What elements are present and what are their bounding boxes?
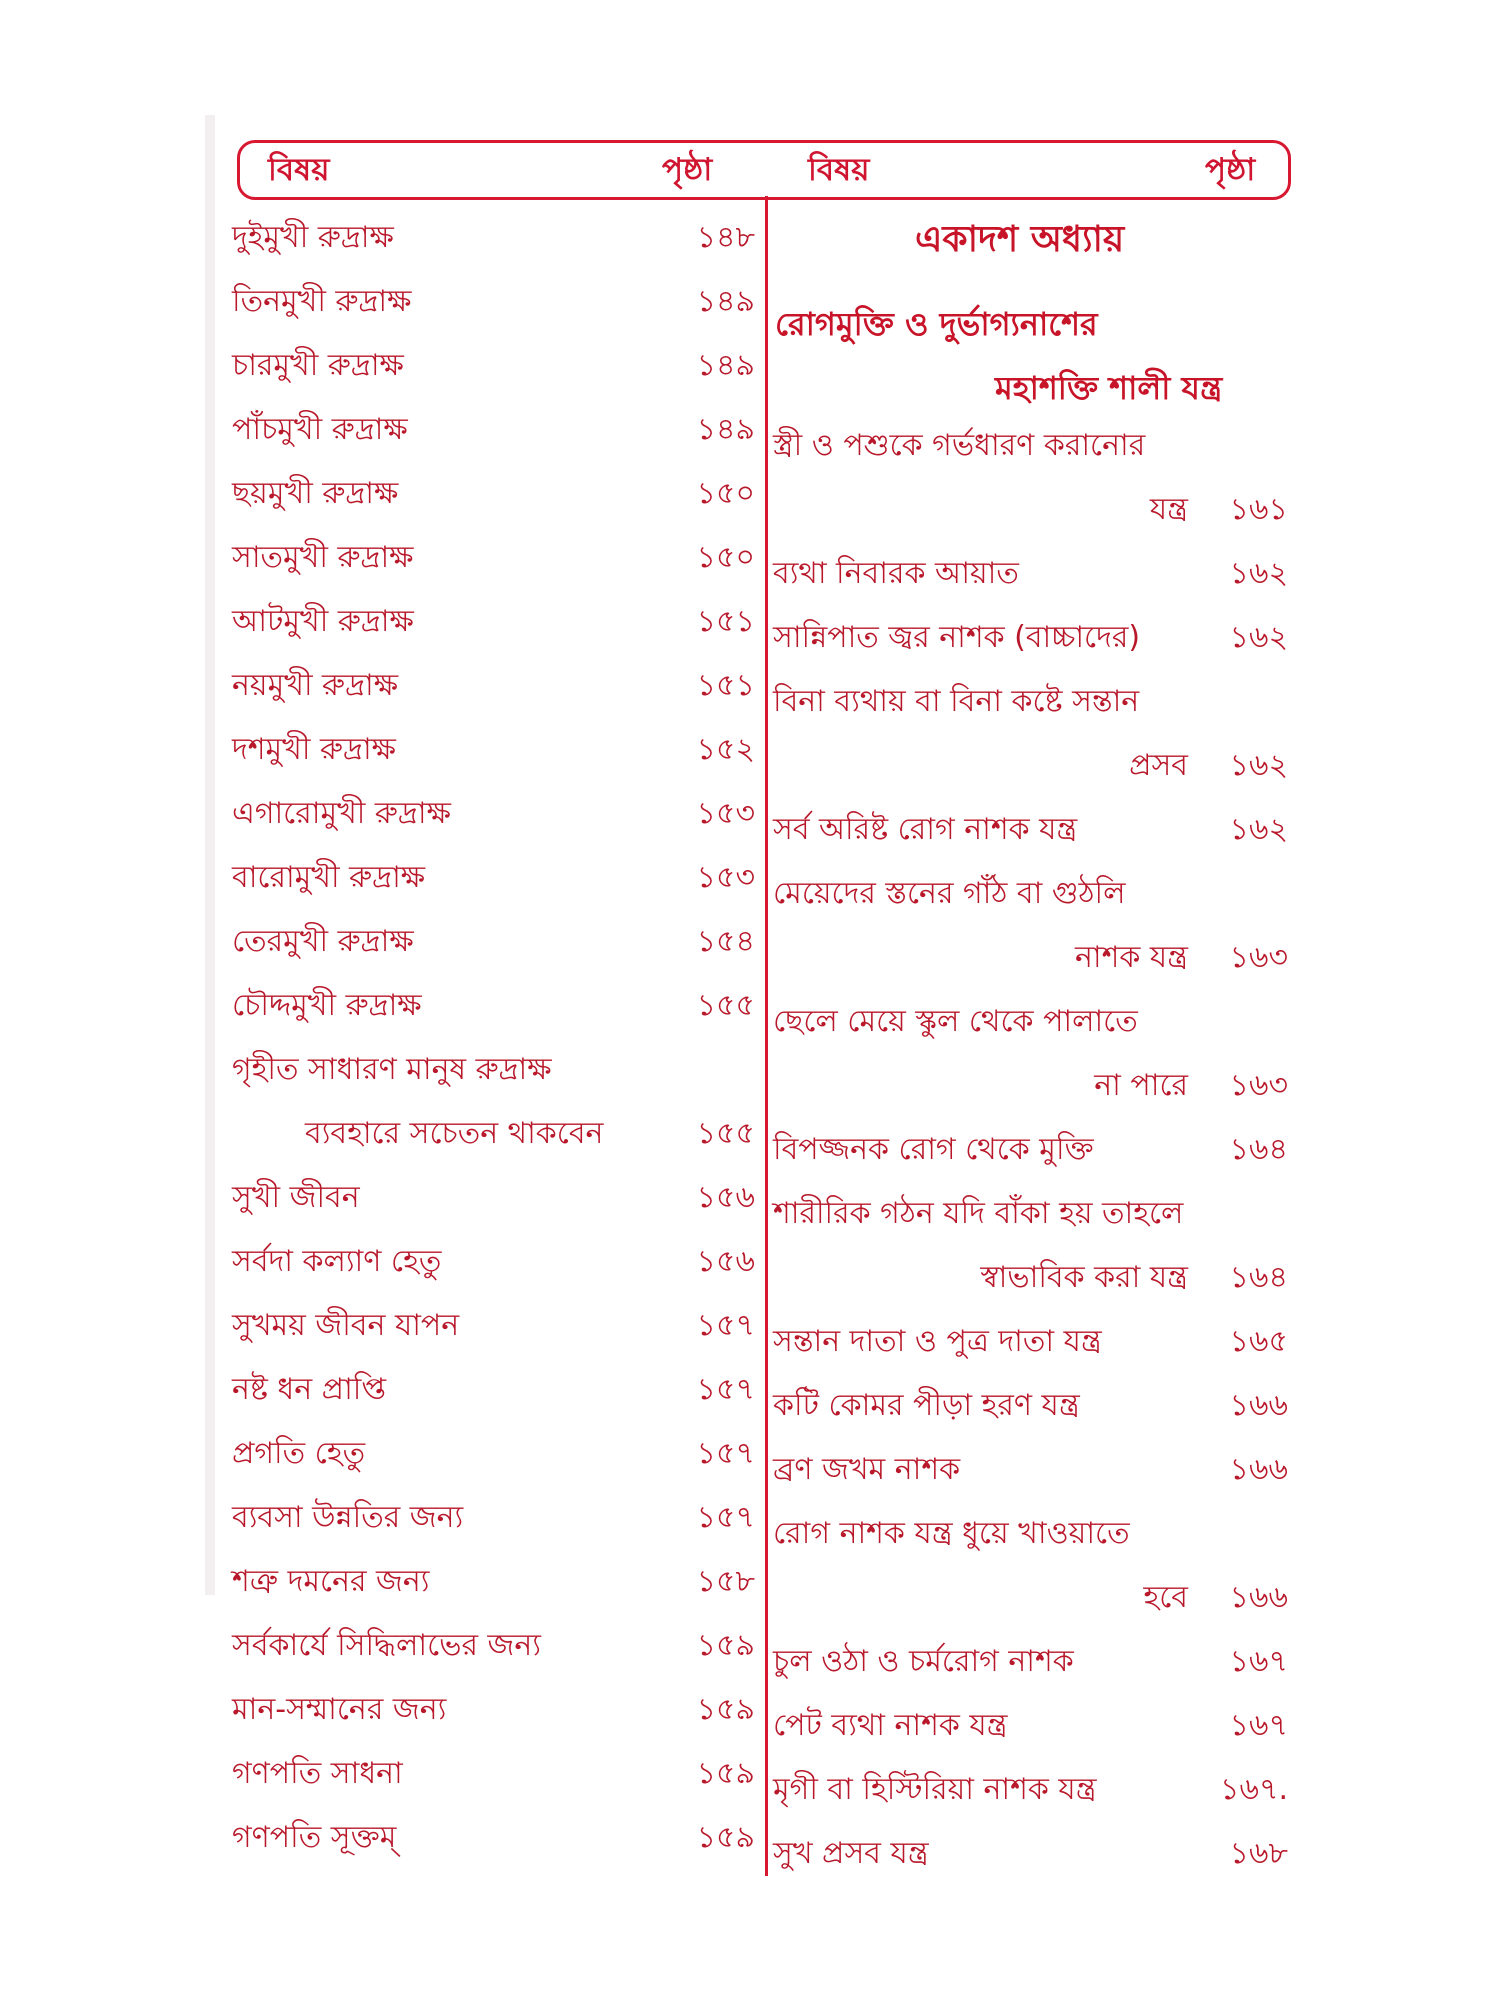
toc-entry-page: ১৫৯ [696, 1756, 755, 1791]
toc-entry-title: বিপজ্জনক রোগ থেকে মুক্তি [773, 1132, 1094, 1167]
toc-entry-title: স্বাভাবিক করা যন্ত্র [980, 1260, 1188, 1295]
header-left-page: পৃষ্ঠা [662, 152, 713, 188]
header-right-page: পৃষ্ঠা [1205, 152, 1256, 188]
toc-entry-page: ১৬৪ [1229, 1132, 1288, 1167]
toc-entry-page: ১৫৭ [696, 1436, 755, 1471]
toc-entry-title: সুখ প্রসব যন্ত্র [773, 1836, 929, 1871]
toc-entry-page: ১৪৯ [696, 412, 755, 447]
chapter-subtitle-line2: মহাশক্তি শালী যন্ত্র [995, 369, 1223, 407]
toc-entry-title: যন্ত্র [1149, 492, 1188, 527]
toc-entry-page: ১৫০ [696, 476, 755, 511]
toc-entry-page: ১৫৫ [696, 1116, 755, 1151]
toc-entry-title: আটমুখী রুদ্রাক্ষ [232, 604, 414, 639]
column-divider [765, 196, 768, 1876]
toc-entry-page: ১৬৪ [1229, 1260, 1288, 1295]
toc-entry-title: তিনমুখী রুদ্রাক্ষ [232, 284, 412, 319]
toc-entry-title: নাশক যন্ত্র [1075, 940, 1188, 975]
toc-entry-title: ছয়মুখী রুদ্রাক্ষ [232, 476, 399, 511]
toc-entry-title: সাতমুখী রুদ্রাক্ষ [232, 540, 414, 575]
toc-entry-page: ১৫৭ [696, 1372, 755, 1407]
toc-entry-page: ১৬৭. [1219, 1772, 1288, 1807]
toc-entry-title: গৃহীত সাধারণ মানুষ রুদ্রাক্ষ [232, 1052, 552, 1087]
toc-entry-title: শত্রু দমনের জন্য [232, 1564, 430, 1599]
toc-entry-title: নয়মুখী রুদ্রাক্ষ [232, 668, 399, 703]
toc-entry-title: ছেলে মেয়ে স্কুল থেকে পালাতে [773, 1004, 1138, 1039]
toc-entry-title: সুখময় জীবন যাপন [232, 1308, 460, 1343]
toc-entry-title: দশমুখী রুদ্রাক্ষ [232, 732, 396, 767]
page-margin-strip [205, 115, 215, 1595]
toc-entry-page: ১৬১ [1229, 492, 1288, 527]
toc-entry-title: হবে [1143, 1580, 1188, 1615]
toc-entry-page: ১৫৮ [696, 1564, 755, 1599]
toc-entry-page: ১৬২ [1229, 556, 1288, 591]
toc-entry-title: মৃগী বা হিস্টিরিয়া নাশক যন্ত্র [773, 1772, 1097, 1807]
toc-entry-title: বারোমুখী রুদ্রাক্ষ [232, 860, 426, 895]
toc-entry-page: ১৫৩ [696, 796, 755, 831]
toc-entry-title: মেয়েদের স্তনের গাঁঠ বা গুঠলি [773, 876, 1126, 911]
toc-entry-title: ব্যবহারে সচেতন থাকবেন [305, 1116, 604, 1151]
toc-entry-page: ১৬৭ [1229, 1708, 1288, 1743]
toc-entry-page: ১৪৯ [696, 348, 755, 383]
toc-entry-title: সর্ব অরিষ্ট রোগ নাশক যন্ত্র [773, 812, 1078, 847]
toc-entry-title: নষ্ট ধন প্রাপ্তি [232, 1372, 387, 1407]
toc-entry-page: ১৬২ [1229, 620, 1288, 655]
toc-entry-page: ১৫৫ [696, 988, 755, 1023]
toc-entry-title: গণপতি সূক্তম্ [232, 1820, 397, 1855]
toc-entry-title: ব্যথা নিবারক আয়াত [773, 556, 1019, 591]
toc-entry-page: ১৫৯ [696, 1820, 755, 1855]
toc-entry-title: ব্রণ জখম নাশক [773, 1452, 961, 1487]
toc-entry-title: প্রসব [1129, 748, 1188, 783]
toc-entry-page: ১৫৩ [696, 860, 755, 895]
toc-entry-page: ১৬৫ [1229, 1324, 1288, 1359]
toc-entry-title: না পারে [1094, 1068, 1188, 1103]
toc-entry-title: বিনা ব্যথায় বা বিনা কষ্টে সন্তান [773, 684, 1140, 719]
toc-entry-page: ১৬৩ [1229, 1068, 1288, 1103]
toc-entry-title: সান্নিপাত জ্বর নাশক (বাচ্চাদের) [773, 620, 1141, 655]
toc-entry-page: ১৪৮ [696, 220, 755, 255]
toc-entry-title: চৌদ্দমুখী রুদ্রাক্ষ [232, 988, 422, 1023]
header-box [237, 140, 1291, 200]
toc-entry-title: দুইমুখী রুদ্রাক্ষ [232, 220, 394, 255]
toc-entry-page: ১৫৭ [696, 1500, 755, 1535]
toc-entry-title: ব্যবসা উন্নতির জন্য [232, 1500, 464, 1535]
toc-entry-title: সর্বকার্যে সিদ্ধিলাভের জন্য [232, 1628, 542, 1663]
toc-entry-title: সুখী জীবন [232, 1180, 360, 1215]
toc-entry-title: স্ত্রী ও পশুকে গর্ভধারণ করানোর [773, 428, 1146, 463]
toc-entry-title: মান-সম্মানের জন্য [232, 1692, 447, 1727]
chapter-title: একাদশ অধ্যায় [915, 219, 1125, 260]
toc-entry-title: পাঁচমুখী রুদ্রাক্ষ [232, 412, 408, 447]
toc-entry-page: ১৬২ [1229, 748, 1288, 783]
toc-entry-title: চুল ওঠা ও চর্মরোগ নাশক [773, 1644, 1074, 1679]
toc-entry-page: ১৫২ [696, 732, 755, 767]
toc-entry-page: ১৫০ [696, 540, 755, 575]
toc-entry-title: চারমুখী রুদ্রাক্ষ [232, 348, 404, 383]
toc-entry-page: ১৫৬ [696, 1180, 755, 1215]
toc-entry-page: ১৫৯ [696, 1628, 755, 1663]
toc-entry-title: কটি কোমর পীড়া হরণ যন্ত্র [773, 1388, 1080, 1423]
toc-entry-title: সর্বদা কল্যাণ হেতু [232, 1244, 442, 1279]
toc-entry-page: ১৬৩ [1229, 940, 1288, 975]
toc-entry-title: প্রগতি হেতু [232, 1436, 366, 1471]
toc-entry-title: রোগ নাশক যন্ত্র ধুয়ে খাওয়াতে [773, 1516, 1130, 1551]
toc-entry-page: ১৪৯ [696, 284, 755, 319]
chapter-subtitle-line1: রোগমুক্তি ও দুর্ভাগ্যনাশের [775, 305, 1098, 343]
toc-entry-title: গণপতি সাধনা [232, 1756, 403, 1791]
toc-entry-title: পেট ব্যথা নাশক যন্ত্র [773, 1708, 1008, 1743]
header-right-subject: বিষয় [808, 152, 870, 188]
toc-entry-page: ১৫৯ [696, 1692, 755, 1727]
toc-entry-page: ১৬৬ [1229, 1388, 1288, 1423]
toc-entry-page: ১৫৬ [696, 1244, 755, 1279]
toc-entry-page: ১৬৭ [1229, 1644, 1288, 1679]
header-left-subject: বিষয় [268, 152, 330, 188]
toc-entry-page: ১৫৪ [696, 924, 755, 959]
toc-entry-title: এগারোমুখী রুদ্রাক্ষ [232, 796, 451, 831]
toc-entry-page: ১৫১ [696, 604, 755, 639]
toc-entry-page: ১৬৬ [1229, 1580, 1288, 1615]
toc-entry-title: তেরমুখী রুদ্রাক্ষ [232, 924, 414, 959]
toc-entry-title: শারীরিক গঠন যদি বাঁকা হয় তাহলে [773, 1196, 1184, 1231]
toc-entry-page: ১৬২ [1229, 812, 1288, 847]
toc-entry-page: ১৫১ [696, 668, 755, 703]
toc-entry-title: সন্তান দাতা ও পুত্র দাতা যন্ত্র [773, 1324, 1102, 1359]
toc-entry-page: ১৬৬ [1229, 1452, 1288, 1487]
toc-entry-page: ১৫৭ [696, 1308, 755, 1343]
toc-entry-page: ১৬৮ [1229, 1836, 1288, 1871]
